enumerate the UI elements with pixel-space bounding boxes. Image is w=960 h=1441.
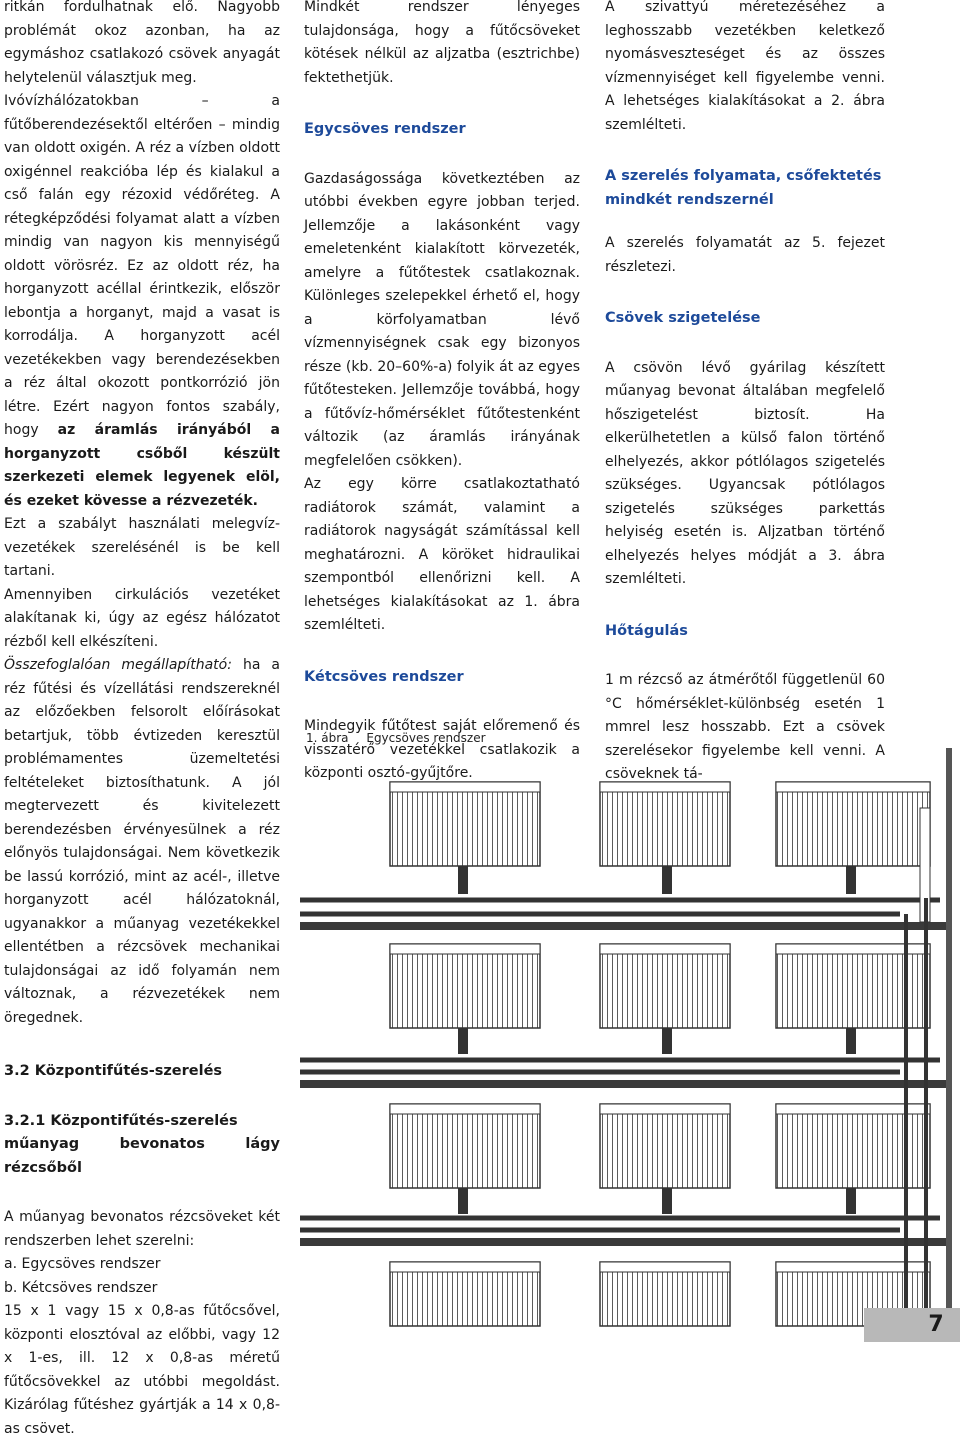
- radiator: [600, 1104, 730, 1188]
- wall: [946, 748, 952, 1326]
- summary-italic: Összefoglalóan megállapítható:: [4, 657, 232, 673]
- figure-number: 1. ábra: [306, 731, 349, 745]
- paragraph: [4, 654, 280, 1030]
- level-2: [300, 944, 940, 1072]
- figure-title: Egycsöves rendszer: [366, 731, 486, 745]
- paragraph: Ezt a szabályt használati melegvíz-vezetékek szerelésénél is be kell tartani.: [4, 516, 280, 579]
- heading-egycsoves: Egycsöves rendszer: [304, 121, 466, 137]
- paragraph-text: Ivóvízhálózatokban – a fűtőberendezésektől eltérően – mindig van oldott oxigén. A réz a vízben oldott oxigénnel reakcióba lép és kialakul a cső falán egy rézoxid védőréteg. A rétegképződési folyamat alatt a vízben mindig van nagyon kis mennyiségű oldott vörösréz. Ez az oldott réz, ha horganyzott acéllal érintkezik, először lebontja a horganyt, majd a vasat is korrodálja. A horganyzott acél vezetékekben vagy berendezésekben a réz által okozott pontkorrózió jön létre. Ezért nagyon fontos szabály, hogy: [4, 93, 280, 438]
- list-item-b: b. Kétcsöves rendszer: [4, 1279, 158, 1296]
- paragraph: A szerelés folyamatát az 5. fejezet részletezi.: [605, 235, 885, 275]
- column-middle: [304, 0, 580, 786]
- page-number-box: [864, 1308, 960, 1342]
- figure-caption: [306, 727, 500, 751]
- paragraph: A csövön lévő gyárilag készített műanyag bevonat általában megfelelő hőszigetelést biztosít. Ha elkerülhetetlen a külső falon történő elhelyezés, akkor pótlólagos szigetelés szükséges. Ugyancsak pótlólagos szigetelés szükséges parkettás helyiség esetén is. Aljzatban történő elhelyezés helyes módját a 3. ábra szemlélteti.: [605, 359, 885, 587]
- heading-szereles: A szerelés folyamata, csőfektetés mindkét rendszernél: [605, 168, 882, 208]
- paragraph: A szivattyú méretezéséhez a leghosszabb vezetékben keletkező nyomásveszteséget és az összes vízmennyiséget kell figyelembe venni. A lehetséges kialakításokat a 2. ábra szemlélteti.: [605, 0, 885, 133]
- single-pipe-system-diagram: [300, 748, 960, 1328]
- section-heading-3-2-1: 3.2.1 Központifűtés-szerelés: [4, 1112, 238, 1129]
- section-heading-3-2: 3.2 Központifűtés-szerelés: [4, 1063, 223, 1079]
- heading-hotagulas: Hőtágulás: [605, 622, 688, 639]
- paragraph: [4, 90, 280, 513]
- radiator: [390, 1262, 540, 1326]
- paragraph: Mindegyik fűtőtest saját előremenő és visszatérő vezetékkel csatlakozik a központi osztó-gyűjtőre.: [304, 718, 580, 781]
- radiator: [390, 944, 540, 1028]
- column-right: [605, 0, 885, 787]
- rule-bold-text: az áramlás irányából a horganyzott csőből készült szerkezeti elemek legyenek elöl, és ezeket kövesse a rézvezeték.: [4, 422, 281, 509]
- paragraph: Az egy körre csatlakoztatható radiátorok számát, valamint a radiátorok nagyságát számítással kell meghatározni. A köröket hidraulikai szempontból ellenőrizni kell. A lehetséges kialakításokat az 1. ábra szemlélteti.: [304, 476, 580, 633]
- column-left: [4, 0, 280, 1441]
- heading-szigeteles: Csövek szigetelése: [605, 310, 761, 326]
- section-heading-3-2-1-line2: műanyag bevonatos lágy rézcsőből: [4, 1136, 280, 1176]
- page-number: 7: [928, 1312, 944, 1337]
- radiator: [776, 782, 930, 866]
- paragraph: A műanyag bevonatos rézcsöveket két rendszerben lehet szerelni:: [4, 1209, 280, 1249]
- paragraph: 1 m rézcső az átmérőtől függetlenül 60 °C hőmérséklet-különbség esetén 1 mmrel lesz hosszabb. Ezt a csövek szerelésekor figyelembe kell venni. A csöveknek tá-: [605, 672, 885, 782]
- paragraph: Gazdaságossága következtében az utóbbi években egyre jobban terjed. Jellemzője a lakásonként vagy emeletenként kialakított körvezeték, amelyre a fűtőtestek csatlakoznak. Különleges szelepekkel érhető el, hogy a körfolyamatban lévő vízmennyiségnek csak egy bizonyos része (kb. 20–60%-a) folyik át az egyes fűtőtesteken. Jellemzője továbbá, hogy a fűtővíz-hőmérséklet fűtőtestenként változik (az áramlás irányának megfelelően csökken).: [304, 170, 580, 469]
- radiator: [390, 1104, 540, 1188]
- paragraph: Mindkét rendszer lényeges tulajdonsága, hogy a fűtőcsöveket kötések nélkül az aljzatba (esztrichbe) fektethetjük.: [304, 0, 580, 86]
- level-3: [300, 1104, 940, 1230]
- list-item-a: a. Egycsöves rendszer: [4, 1256, 161, 1272]
- heading-ketcsoves: Kétcsöves rendszer: [304, 668, 464, 685]
- paragraph: Amennyiben cirkulációs vezetéket alakítanak ki, úgy az egész hálózatot rézből kell elkészíteni.: [4, 586, 280, 650]
- radiator: [600, 944, 730, 1028]
- level-4: [390, 1262, 930, 1326]
- radiator: [600, 782, 730, 866]
- summary-text: ha a réz fűtési és vízellátási rendszereknél az előzőekben felsorolt előírásokat betartjuk, több évtizeden keresztül problémamentes üzemeltetési feltételeket biztosíthatunk. A jól megtervezett és kivitelezett berendezésben érvényesülnek a réz előnyös tulajdonságai. Nem következik be lassú korrózió, mint az acél-, illetve horganyzott acél hálózatoknál, ugyanakkor a műanyag vezetékekkel ellentétben a rézcsövek mechanikai tulajdonságai az idő folyamán nem változnak, a rézvezetékek nem öregednek.: [4, 657, 280, 1026]
- level-1: [300, 782, 940, 922]
- paragraph: ritkán fordulhatnak elő. Nagyobb problémát okoz azonban, ha az egymáshoz csatlakozó csövek anyagát helytelenül választjuk meg.: [4, 0, 280, 86]
- radiator: [600, 1262, 730, 1326]
- paragraph: 15 x 1 vagy 15 x 0,8-as fűtőcsővel, központi elosztóval az előbbi, vagy 12 x 1-es, ill. 12 x 0,8-as méretű fűtőcsövekkel az utóbbi megoldást. Kizárólag fűtéshez gyártják a 14 x 0,8-as csövet.: [4, 1303, 280, 1437]
- radiator: [390, 782, 540, 866]
